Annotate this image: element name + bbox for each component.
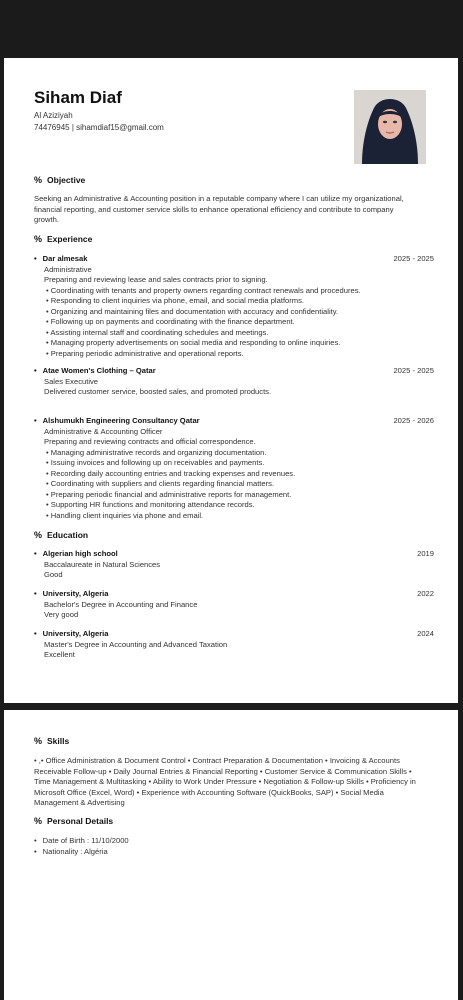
skills-heading: % Skills — [34, 736, 70, 746]
year: 2019 — [417, 549, 434, 558]
role-title: Sales Executive — [44, 376, 99, 386]
list-item: • Organizing and maintaining files and documentation with accuracy and confidentiality. — [46, 307, 434, 318]
candidate-name: Siham Diaf — [34, 88, 122, 107]
school-name: • University, Algeria — [34, 589, 109, 600]
date-of-birth: • Date of Birth : 11/10/2000 — [34, 836, 129, 847]
degree: Baccalaureate in Natural Sciences — [44, 559, 161, 569]
list-item: • Following up on payments and coordinating with the finance department. — [46, 317, 434, 328]
list-item: • Responding to client inquiries via phone, email, and social media platforms. — [46, 296, 434, 307]
list-item: • Handling client inquiries via phone and email. — [46, 511, 434, 522]
skills-text: • ,• Office Administration & Document Control • Contract Preparation & Documentation • Invoicing & Accounts Receivable Follow-up • Daily Journal Entries & Financial Reporting • Customer Service & Communication Skills • Time Management & Multitasking • Ability to Work Under Pressure • Negotiation & Follow-up Skills • Proficiency in Microsoft Office (Excel, Word) • Experience with Accounting Software (QuickBooks, SAP) • Social Media Management & Advertising — [34, 756, 416, 807]
experience-entry — [34, 416, 434, 521]
school-name: • University, Algeria — [34, 629, 109, 640]
contact-block — [34, 110, 164, 134]
grade: Excellent — [44, 650, 75, 659]
grade: Very good — [44, 610, 79, 619]
role-title: Administrative & Accounting Officer — [44, 426, 163, 436]
profile-photo — [354, 90, 426, 164]
grade: Good — [44, 570, 63, 579]
list-item: • Assisting internal staff and coordinating schedules and meetings. — [46, 328, 434, 339]
education-entry — [34, 549, 434, 581]
role-summary: Delivered customer service, boosted sales, and promoted products. — [44, 387, 272, 396]
degree: Master's Degree in Accounting and Advanced Taxation — [44, 639, 228, 649]
role-summary: Preparing and reviewing lease and sales contracts prior to signing. — [44, 275, 268, 284]
contact-line: 74476945 | sihamdiaf15@gmail.com — [34, 123, 164, 132]
list-item: • Preparing periodic financial and administrative reports for management. — [46, 490, 434, 501]
experience-entry — [34, 254, 434, 359]
percent-icon: % — [34, 816, 43, 826]
date-range: 2025 - 2025 — [393, 366, 434, 375]
list-item: • Preparing periodic administrative and operational reports. — [46, 349, 434, 360]
location-text: Al Aziziyah — [34, 111, 73, 120]
date-range: 2025 - 2025 — [393, 254, 434, 263]
personal-details-list — [34, 836, 129, 857]
degree: Bachelor's Degree in Accounting and Finance — [44, 599, 198, 609]
list-item: • Coordinating with tenants and property owners regarding contract renewals and procedures. — [46, 286, 434, 297]
school-name: • Algerian high school — [34, 549, 118, 560]
role-title: Administrative — [44, 264, 92, 274]
personal-details-heading: % Personal Details — [34, 816, 114, 826]
list-item: • Supporting HR functions and monitoring attendance records. — [46, 500, 434, 511]
education-heading: % Education — [34, 530, 89, 540]
list-item: • Managing property advertisements on social media and responding to online inquiries. — [46, 338, 434, 349]
percent-icon: % — [34, 736, 43, 746]
objective-heading: % Objective — [34, 175, 86, 185]
list-item: • Coordinating with suppliers and clients regarding financial matters. — [46, 479, 434, 490]
date-range: 2025 - 2026 — [393, 416, 434, 425]
experience-entry — [34, 366, 434, 398]
list-item: • Recording daily accounting entries and tracking expenses and revenues. — [46, 469, 434, 480]
role-summary: Preparing and reviewing contracts and official correspondence. — [44, 437, 256, 446]
percent-icon: % — [34, 175, 43, 185]
objective-text: Seeking an Administrative & Accounting position in a reputable company where I can utilize my organizational, financial reporting, and customer service skills to enhance operational efficiency and contribute to company growth. — [34, 194, 404, 224]
experience-heading: % Experience — [34, 234, 93, 244]
bullet-list — [34, 286, 434, 360]
list-item: • Issuing invoices and following up on receivables and payments. — [46, 458, 434, 469]
company-name: • Atae Women's Clothing – Qatar — [34, 366, 156, 377]
company-name: • Dar almesak — [34, 254, 87, 265]
bullet-list — [34, 448, 434, 522]
resume-page-2 — [4, 710, 458, 1000]
percent-icon: % — [34, 530, 43, 540]
education-entry — [34, 629, 434, 661]
education-entry — [34, 589, 434, 621]
percent-icon: % — [34, 234, 43, 244]
resume-page-1 — [4, 58, 458, 703]
list-item: • Managing administrative records and organizing documentation. — [46, 448, 434, 459]
company-name: • Alshumukh Engineering Consultancy Qatar — [34, 416, 200, 427]
nationality: • Nationality : Algéria — [34, 847, 129, 858]
year: 2024 — [417, 629, 434, 638]
year: 2022 — [417, 589, 434, 598]
